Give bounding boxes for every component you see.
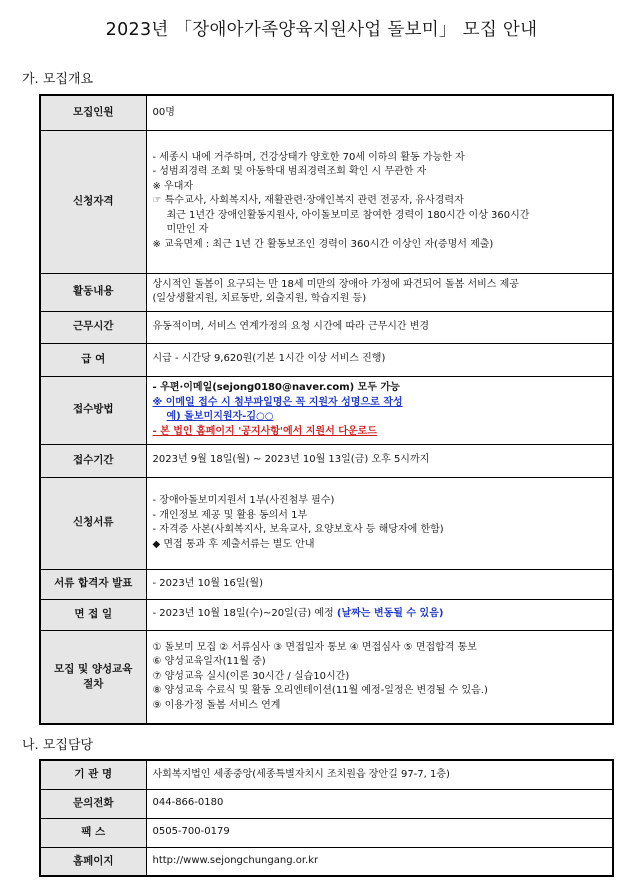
documents-line: - 자격증 사본(사회복지사, 보육교사, 요양보호사 등 해당자에 한함)	[152, 524, 444, 535]
interview-note: (날짜는 변동될 수 있음)	[336, 608, 444, 620]
section-heading-overview: 가. 모집개요	[22, 72, 94, 87]
documents-line: - 장애아돌보미지원서 1부(사진첨부 필수)	[152, 495, 335, 506]
label-qualification: 신청자격	[40, 130, 146, 273]
procedure-label-line: 절차	[83, 677, 104, 690]
value-procedure	[146, 630, 613, 724]
activity-line: (일상생활지원, 치료동반, 외출지원, 학습지원 등)	[152, 293, 367, 304]
row-documents	[40, 477, 613, 569]
documents-line: - 개인정보 제공 및 활용 동의서 1부	[152, 509, 308, 521]
label-activity: 활동내용	[40, 273, 146, 311]
contact-table	[39, 759, 614, 877]
label-interview: 면 접 일	[40, 599, 146, 630]
procedure-line: ⑥ 양성교육일자(11월 중)	[152, 656, 266, 667]
row-org	[40, 760, 613, 789]
value-doc-pass: - 2023년 10월 16일(월)	[146, 569, 613, 599]
label-org: 기 관 명	[40, 760, 146, 789]
value-period: 2023년 9월 18일(월) ~ 2023년 10월 13일(금) 오후 5시까지	[146, 444, 613, 477]
label-documents: 신청서류	[40, 477, 146, 569]
row-recruit-count	[40, 95, 613, 130]
row-application	[40, 376, 613, 444]
row-phone	[40, 789, 613, 818]
value-activity	[146, 273, 613, 311]
section-heading-contact: 나. 모집담당	[22, 738, 94, 753]
qualification-line: 미만인 자	[166, 224, 209, 236]
label-period: 접수기간	[40, 444, 146, 477]
qualification-line: ※ 우대자	[152, 180, 194, 192]
page-title: 2023년 「장애아가족양육지원사업 돌보미」 모집 안내	[105, 20, 538, 40]
value-recruit-count: 00명	[146, 95, 613, 130]
value-application	[146, 376, 613, 444]
label-doc-pass: 서류 합격자 발표	[40, 569, 146, 599]
label-procedure	[40, 630, 146, 724]
row-hours	[40, 311, 613, 343]
qualification-line: - 성범죄경력 조회 및 아동학대 범죄경력조회 확인 시 무관한 자	[152, 166, 427, 178]
value-org: 사회복지법인 세종중앙(세종특별자치시 조치원읍 장안길 97-7, 1층)	[146, 760, 613, 789]
value-fax: 0505-700-0179	[146, 818, 613, 847]
row-activity	[40, 273, 613, 311]
application-line-mail: - 우편·이메일(sejong0180@naver.com) 모두 가능	[152, 382, 400, 393]
row-pay	[40, 343, 613, 376]
label-hours: 근무시간	[40, 311, 146, 343]
activity-line: 상시적인 돌봄이 요구되는 만 18세 미만의 장애아 가정에 파견되어 돌봄 서비스 제공	[152, 278, 519, 290]
value-interview	[146, 599, 613, 630]
value-documents	[146, 477, 613, 569]
row-interview	[40, 599, 613, 630]
row-doc-pass	[40, 569, 613, 599]
row-fax	[40, 818, 613, 847]
procedure-label-line: 모집 및 양성교육	[54, 662, 133, 675]
application-line-example: 예) 돌보미지원자-김○○	[166, 411, 274, 422]
row-qualification	[40, 130, 613, 273]
qualification-line: 최근 1년간 장애인활동지원사, 아이돌보미로 참여한 경력이 180시간 이상 360시간	[166, 209, 530, 221]
procedure-line: ① 돌보미 모집 ② 서류심사 ③ 면접일자 통보 ④ 면접심사 ⑤ 면접합격 통보	[152, 641, 477, 653]
qualification-line: - 세종시 내에 거주하며, 건강상태가 양호한 70세 이하의 활동 가능한 자	[152, 151, 465, 163]
qualification-line: ※ 교육면제 : 최근 1년 간 활동보조인 경력이 360시간 이상인 자(증명서 제출)	[152, 238, 494, 250]
application-line-email-note: ※ 이메일 접수 시 첨부파일명은 꼭 지원자 성명으로 작성	[152, 396, 403, 408]
label-phone: 문의전화	[40, 789, 146, 818]
label-pay: 급 여	[40, 343, 146, 376]
value-hours: 유동적이며, 서비스 연계가정의 요청 시간에 따라 근무시간 변경	[146, 311, 613, 343]
label-homepage: 홈페이지	[40, 847, 146, 876]
interview-dates: - 2023년 10월 18일(수)~20일(금) 예정	[152, 608, 334, 620]
row-procedure	[40, 630, 613, 724]
procedure-line: ⑧ 양성교육 수료식 및 활동 오리엔테이션(11월 예정-일정은 변경될 수 있음.)	[152, 685, 488, 696]
value-homepage: http://www.sejongchungang.or.kr	[146, 847, 613, 876]
value-pay: 시급 - 시간당 9,620원(기본 1시간 이상 서비스 진행)	[146, 343, 613, 376]
value-phone: 044-866-0180	[146, 789, 613, 818]
row-period	[40, 444, 613, 477]
documents-line: ◆ 면접 통과 후 제출서류는 별도 안내	[152, 538, 315, 550]
label-recruit-count: 모집인원	[40, 95, 146, 130]
procedure-line: ⑦ 양성교육 실시(이론 30시간 / 실습10시간)	[152, 670, 350, 682]
qualification-line: ☞ 특수교사, 사회복지사, 재활관련·장애인복지 관련 전공자, 유사경력자	[152, 195, 464, 207]
label-application: 접수방법	[40, 376, 146, 444]
application-line-download: - 본 법인 홈페이지 '공지사항'에서 지원서 다운로드	[152, 425, 377, 437]
procedure-line: ⑨ 이용가정 돌봄 서비스 연계	[152, 699, 281, 711]
value-qualification	[146, 130, 613, 273]
label-fax: 팩 스	[40, 818, 146, 847]
overview-table	[39, 94, 614, 725]
row-homepage	[40, 847, 613, 876]
